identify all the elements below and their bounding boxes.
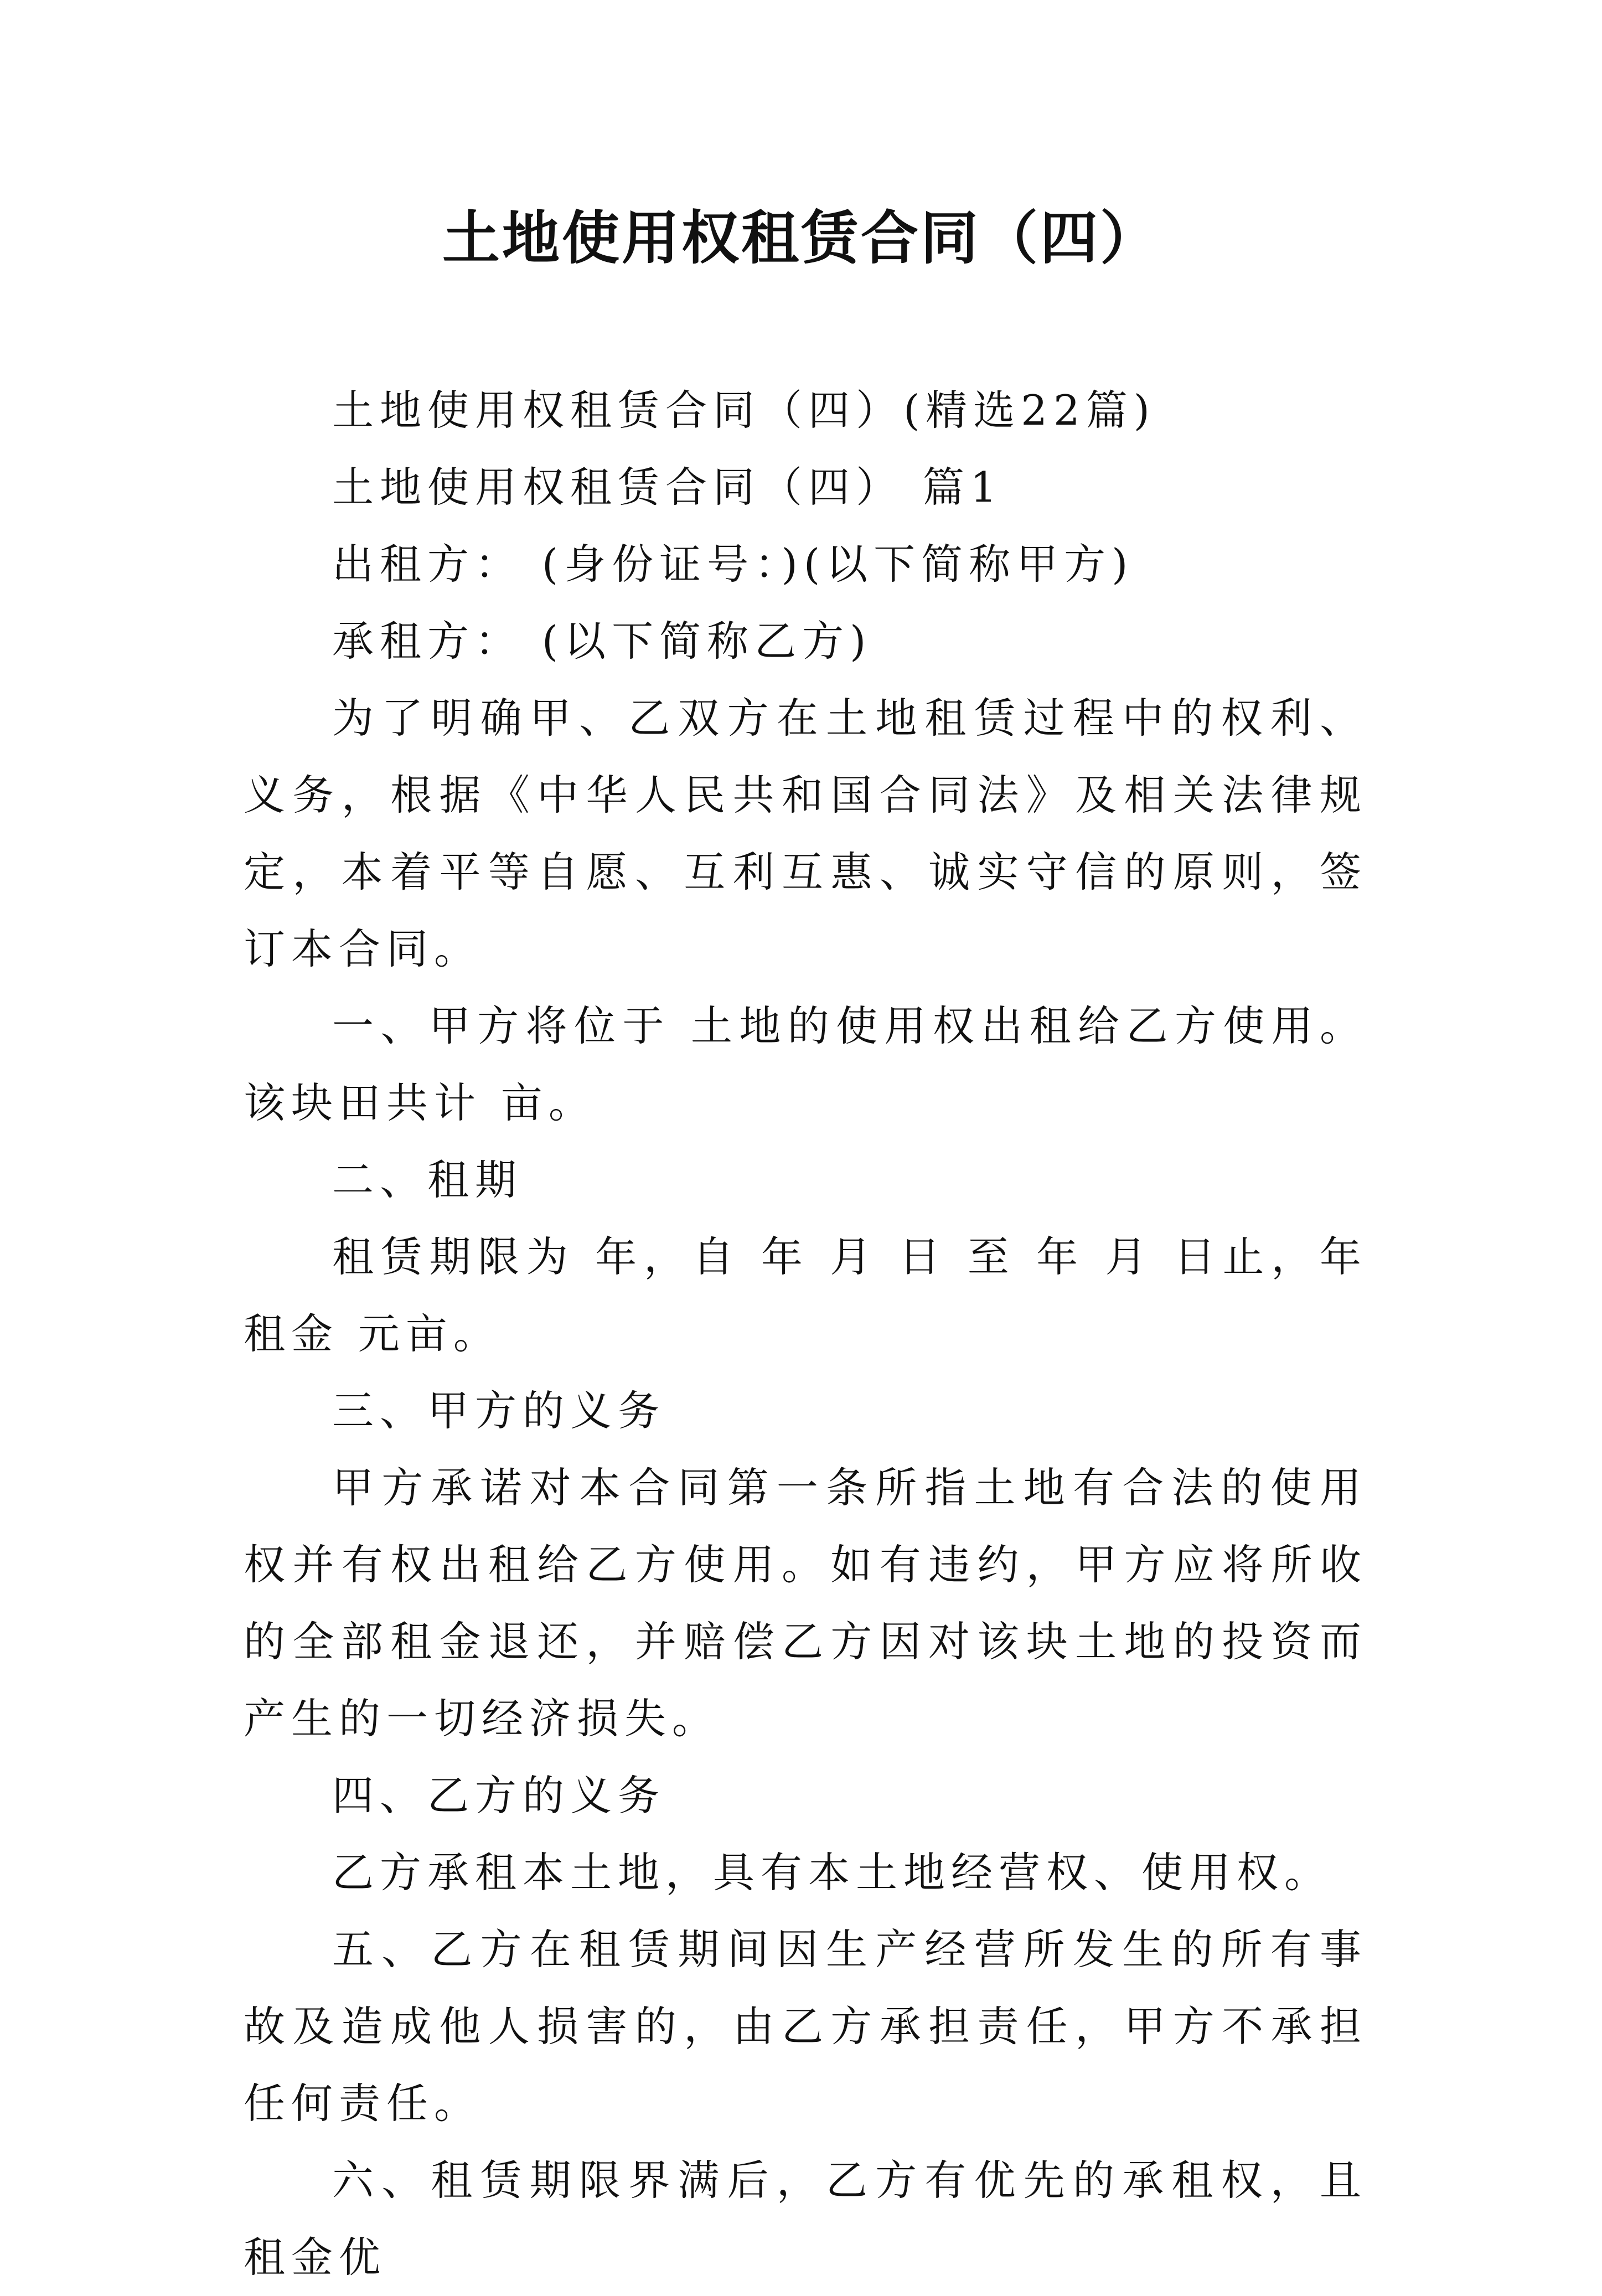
clause-6-paragraph: 六、租赁期限界满后，乙方有优先的承租权，且租金优 xyxy=(244,2156,1367,2282)
clause-3-paragraph: 甲方承诺对本合同第一条所指土地有合法的使用权并有权出租给乙方使用。如有违约，甲方应将所收的全部租金退还，并赔偿乙方因对该块土地的投资而产生的一切经济损失。 xyxy=(244,1463,1367,1743)
clause-5-paragraph: 五、乙方在租赁期间因生产经营所发生的所有事故及造成他人损害的，由乙方承担责任，甲方不承担任何责任。 xyxy=(244,1925,1367,2128)
document-body xyxy=(244,372,1367,2296)
clause-2-paragraph: 租赁期限为 年，自 年 月 日 至 年 月 日止，年租金 元亩。 xyxy=(244,1232,1367,1358)
subtitle-paragraph: 土地使用权租赁合同（四）(精选22篇) xyxy=(332,386,1156,435)
clause-3-heading: 三、甲方的义务 xyxy=(332,1386,666,1435)
clause-2-heading: 二、租期 xyxy=(332,1155,523,1204)
clause-1-paragraph: 一、甲方将位于 土地的使用权出租给乙方使用。该块田共计 亩。 xyxy=(244,1002,1367,1127)
preamble-paragraph: 为了明确甲、乙双方在土地租赁过程中的权利、义务，根据《中华人民共和国合同法》及相关法律规定，本着平等自愿、互利互惠、诚实守信的原则，签订本合同。 xyxy=(244,694,1367,973)
clause-4-heading: 四、乙方的义务 xyxy=(332,1771,666,1820)
document-title: 土地使用权租赁合同（四） xyxy=(442,204,1160,272)
lessee-line: 承租方： (以下简称乙方) xyxy=(332,617,872,665)
section-heading-paragraph: 土地使用权租赁合同（四） 篇1 xyxy=(332,463,1003,512)
clause-4-paragraph: 乙方承租本土地，具有本土地经营权、使用权。 xyxy=(332,1848,1332,1897)
lessor-line: 出租方： (身份证号：)(以下简称甲方) xyxy=(332,540,1134,589)
